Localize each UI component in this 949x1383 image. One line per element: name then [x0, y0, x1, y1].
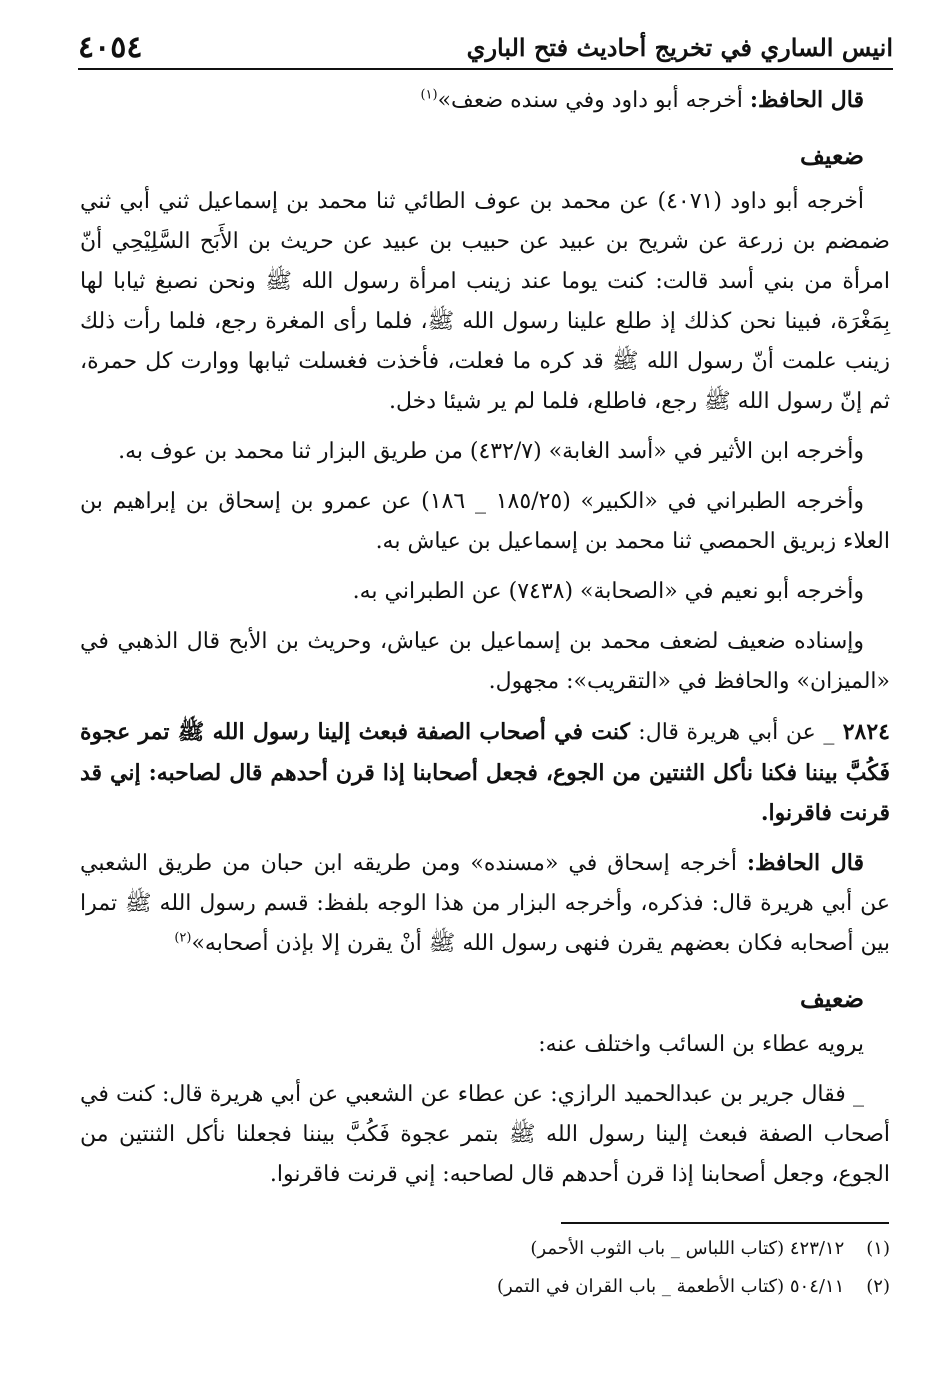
footnote-text: ٥٠٤/١١ (كتاب الأطعمة _ باب القران في التمر)	[496, 1276, 845, 1297]
hafiz-label: قال الحافظ:	[749, 87, 864, 113]
paragraph: وأخرجه ابن الأثير في «أسد الغابة» (٤٣٢/٧) من طريق البزار ثنا محمد بن عوف به.	[118, 439, 864, 464]
footnotes	[80, 1230, 890, 1306]
hafiz-text: أخرجه إسحاق في «مسنده» ومن طريقه ابن حبان من طريق الشعبي عن أبي هريرة قال: فذكره، وأخرجه البزار من هذا الوجه بلفظ: قسم رسول الله ﷺ تمرا بين أصحابه فكان بعضهم يقرن فنهى رسول الله ﷺ أنْ يقرن إلا بإذن أصحابه»	[80, 851, 890, 956]
footnote-divider	[561, 1222, 889, 1224]
paragraph: أخرجه أبو داود (٤٠٧١) عن محمد بن عوف الطائي ثنا محمد بن إسماعيل ثني أبي ثني ضمضم بن زرعة عن شريح بن عبيد عن حبيب بن عبيد عن حريث بن الأَبَح السَّلِيْحِي أنّ امرأة من بني أسد قالت: كنت يوما عند زينب امرأة رسول الله ﷺ ونحن نصبغ ثيابا لها بِمَغْرَة، فبينا نحن كذلك إذ طلع علينا رسول الله ﷺ، فلما رأى المغرة رجع، فلما رأت ذلك زينب علمت أنّ رسول الله ﷺ قد كره ما فعلت، فأخذت فغسلت ثيابها ووارت كل حمرة، ثم إنّ رسول الله ﷺ رجع، فاطلع، فلما لم ير شيئا دخل.	[80, 189, 890, 414]
footnote-ref-2: (٢)	[174, 930, 192, 946]
page-body	[80, 80, 890, 1195]
footnote-number: (٢)	[866, 1276, 890, 1297]
book-title: انيس الساري في تخريج أحاديث فتح الباري	[466, 32, 893, 62]
footnote-number: (١)	[866, 1238, 890, 1259]
footnote-ref-1: (١)	[420, 87, 438, 103]
hadith-entry	[80, 712, 890, 833]
hadith-number: ٢٨٢٤	[842, 719, 890, 745]
hafiz-note-2	[80, 843, 890, 964]
footnote-item	[80, 1268, 890, 1306]
paragraph: _ فقال جرير بن عبدالحميد الرازي: عن عطاء عن الشعبي عن أبي هريرة قال: كنت في أصحاب الصفة فبعث إلينا رسول الله ﷺ بتمر عجوة فَكُبَّ بيننا فجعلنا نأكل الثنتين من الجوع، وجعل أصحابنا إذا قرن أحدهم قال لصاحبه: إني قرنت فاقرنوا.	[80, 1082, 890, 1187]
page-number: ٤٠٥٤	[78, 29, 143, 65]
page-header	[78, 26, 893, 70]
paragraph: وإسناده ضعيف لضعف محمد بن إسماعيل بن عياش، وحريث بن الأبح قال الذهبي في «الميزان» والحافظ في «التقريب»: مجهول.	[80, 629, 890, 694]
hadith-text: كنت في أصحاب الصفة فبعث إلينا رسول الله ﷺ تمر عجوة فَكُبَّ بيننا فكنا نأكل الثنتين من الجوع، فجعل أصحابنا إذا قرن أحدهم قال لصاحبه: إني قد قرنت فاقرنوا.	[80, 719, 890, 826]
hafiz-label: قال الحافظ:	[746, 850, 864, 876]
hadith-intro: _ عن أبي هريرة قال:	[638, 720, 835, 745]
hafiz-text: أخرجه أبو داود وفي سنده ضعف»	[437, 88, 743, 113]
grade-heading: ضعيف	[799, 984, 864, 1013]
footnote-text: ٤٢٣/١٢ (كتاب اللباس _ باب الثوب الأحمر)	[530, 1238, 845, 1259]
footnote-item	[80, 1230, 890, 1268]
paragraph: يرويه عطاء بن السائب واختلف عنه:	[538, 1032, 864, 1057]
hafiz-note-1	[80, 80, 890, 121]
paragraph: وأخرجه أبو نعيم في «الصحابة» (٧٤٣٨) عن الطبراني به.	[352, 579, 864, 604]
paragraph: وأخرجه الطبراني في «الكبير» (١٨٥/٢٥ _ ١٨٦) عن عمرو بن إسحاق بن إبراهيم بن العلاء زبريق الحمصي ثنا محمد بن إسماعيل بن عياش به.	[80, 489, 890, 554]
grade-heading: ضعيف	[799, 141, 864, 170]
